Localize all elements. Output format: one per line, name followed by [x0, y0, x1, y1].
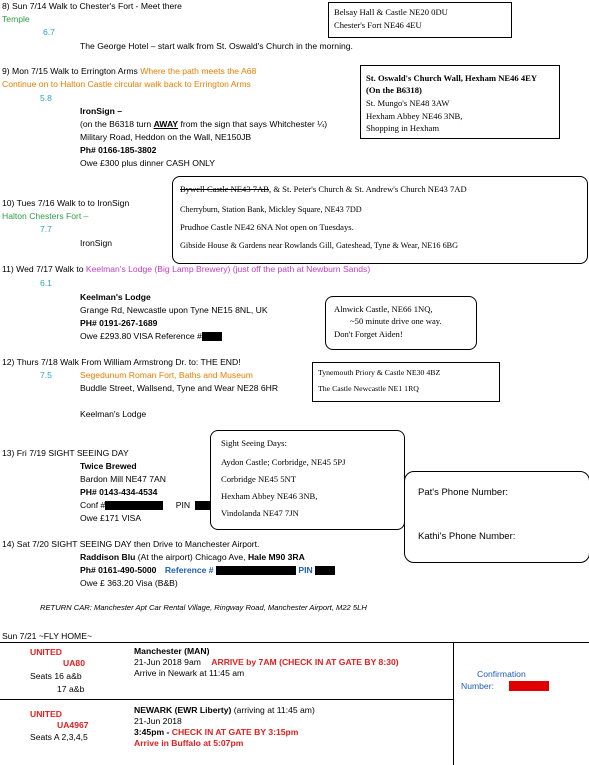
- sight-line: The Castle Newcastle NE1 1RQ: [318, 384, 419, 393]
- day-9-title: [2, 67, 256, 77]
- day-9-miles: 5.8: [40, 93, 52, 103]
- day-11-hotel: Keelman's Lodge: [80, 292, 151, 302]
- hotel-name: Raddison Blu: [80, 552, 136, 562]
- day-13-title: 13) Fri 7/19 SIGHT SEEING DAY: [2, 448, 129, 458]
- sight-line: Belsay Hall & Castle NE20 0DU: [334, 7, 448, 17]
- sight-line: Hexham Abbey NE46 3NB,: [366, 111, 463, 121]
- phone-text: Ph# 0161-490-5000: [80, 565, 157, 575]
- day-12-title: 12) Thurs 7/18 Walk From William Armstrong Dr. to: THE END!: [2, 357, 241, 367]
- sights-box-4: [325, 296, 477, 350]
- day-8-hotel: The George Hotel – start walk from St. Oswald's Church in the morning.: [80, 41, 353, 51]
- sights-box-6: [210, 430, 405, 530]
- sights-box-1: [328, 2, 512, 38]
- flight-number: UA4967: [57, 720, 89, 730]
- day-12-address: Buddle Street, Wallsend, Tyne and Wear NE28 6HR: [80, 383, 279, 393]
- day-11-miles: 6.1: [40, 278, 52, 288]
- flight-1-time: [134, 658, 399, 668]
- day-13-owe: Owe £171 VISA: [80, 513, 142, 523]
- day-9-title-text: 9) Mon 7/15 Walk to Errington Arms: [2, 66, 138, 76]
- day-9-hotel: IronSign –: [80, 106, 123, 116]
- redacted-conf: [105, 501, 163, 510]
- day-8-title: 8) Sun 7/14 Walk to Chester's Fort - Meet there: [2, 1, 182, 11]
- date-time: 21-Jun 2018 9am: [134, 657, 201, 667]
- sights-box-3: [172, 176, 588, 264]
- day-11-destination: Keelman's Lodge (Big Lamp Brewery) (just off the path at Newburn Sands): [85, 264, 371, 274]
- day-12-place: Segedunum Roman Fort, Baths and Museum: [80, 370, 253, 380]
- day-13-conf: [80, 501, 215, 511]
- flight-2-from: [134, 706, 315, 716]
- seats: 17 a&b: [57, 684, 85, 694]
- day-10-place: Halton Chesters Fort –: [2, 211, 89, 221]
- directions-away: AWAY: [153, 119, 179, 129]
- day-10-hotel: IronSign: [80, 238, 113, 248]
- pat-phone-label: Pat's Phone Number:: [418, 487, 508, 498]
- kathi-phone-label: Kathi's Phone Number:: [418, 531, 516, 542]
- day-11-address: Grange Rd, Newcastle upon Tyne NE15 8NL, UK: [80, 305, 268, 315]
- sight-line: Alnwick Castle, NE66 1NQ,: [334, 304, 433, 314]
- arrival: Arrive in Buffalo at 5:07pm: [134, 738, 244, 748]
- sight-line: Tynemouth Priory & Castle NE30 4BZ: [318, 368, 441, 377]
- day-11-title: [2, 265, 370, 275]
- sight-line: Don't Forget Aiden!: [334, 329, 403, 339]
- confirmation-number-label: Number:: [461, 681, 494, 691]
- table-top-border: [0, 642, 589, 643]
- day-11-phone: PH# 0191-267-1689: [80, 318, 158, 328]
- day-10-miles: 7.7: [40, 224, 52, 234]
- day-9-directions: [80, 120, 327, 130]
- phone-numbers-box: [404, 471, 589, 563]
- arrive-note: ARRIVE by 7AM (CHECK IN AT GATE BY 8:30): [211, 657, 399, 667]
- sight-line: Hexham Abbey NE46 3NB,: [221, 491, 318, 501]
- departure-airport: NEWARK (EWR Liberty): [134, 705, 232, 715]
- sight-line: Aydon Castle; Corbridge, NE45 5PJ: [221, 457, 346, 467]
- sights-box-5: [312, 362, 500, 402]
- redacted-reference: [216, 566, 296, 575]
- day-14-phone: [80, 566, 335, 576]
- pin-label: PIN: [175, 500, 191, 510]
- checkin-note: CHECK IN AT GATE BY 3:15pm: [169, 727, 299, 737]
- confirmation-label: Confirmation: [477, 669, 526, 679]
- flight-2-time: [134, 728, 298, 738]
- time: 3:45pm -: [134, 727, 170, 737]
- hotel-address: Hale M90 3RA: [245, 552, 305, 562]
- pin-label: PIN: [298, 565, 313, 575]
- seats: Seats 16 a&b: [30, 671, 82, 681]
- sight-line: Prudhoe Castle NE42 6NA Not open on Tuesdays.: [180, 222, 354, 232]
- day-11-owe: [80, 332, 222, 342]
- airline: UNITED: [30, 709, 62, 719]
- sight-title: Sight Seeing Days:: [221, 438, 287, 448]
- airline: UNITED: [30, 647, 62, 657]
- day-9-phone: Ph# 0166-185-3802: [80, 145, 157, 155]
- sight-line: Vindolanda NE47 7JN: [221, 508, 299, 518]
- day-9-owe: Owe £300 plus dinner CASH ONLY: [80, 158, 216, 168]
- churches: , & St. Peter's Church & St. Andrew's Church NE43 7AD: [269, 184, 467, 194]
- sight-line: St. Mungo's NE48 3AW: [366, 98, 450, 108]
- return-car: RETURN CAR: Manchester Apt Car Rental Village, Ringway Road, Manchester Airport, M22 5LH: [40, 603, 367, 612]
- sight-line: Corbridge NE45 5NT: [221, 474, 296, 484]
- day-8-place: Temple: [2, 14, 30, 24]
- redacted-pin: [315, 566, 335, 575]
- day-14-owe: Owe £ 363.20 Visa (B&B): [80, 578, 178, 588]
- day-14-title: 14) Sat 7/20 SIGHT SEEING DAY then Drive to Manchester Airport.: [2, 539, 260, 549]
- day-11-title-text: 11) Wed 7/17 Walk to: [2, 264, 86, 274]
- seats: Seats A 2,3,4,5: [30, 732, 88, 742]
- sight-line: Shopping in Hexham: [366, 123, 440, 133]
- table-divider: [453, 642, 454, 765]
- day-15-title: Sun 7/21 ~FLY HOME~: [2, 631, 92, 641]
- day-13-hotel: Twice Brewed: [80, 461, 137, 471]
- day-9-address: Military Road, Heddon on the Wall, NE150JB: [80, 132, 252, 142]
- day-12-miles: 7.5: [40, 370, 52, 380]
- redacted-confirmation: [509, 681, 549, 691]
- day-13-address: Bardon Mill NE47 7AN: [80, 474, 166, 484]
- sight-line: Chester's Fort NE46 4EU: [334, 20, 422, 30]
- sight-line: ~50 minute drive one way.: [350, 316, 442, 326]
- day-13-phone: PH# 0143-434-4534: [80, 487, 158, 497]
- sight-line: St. Oswald's Church Wall, Hexham NE46 4EY: [366, 73, 538, 83]
- directions-text: from the sign that says Whitchester ¼): [178, 119, 328, 129]
- sight-line: Cherryburn, Station Bank, Mickley Square, NE43 7DD: [180, 205, 362, 214]
- date: 21-Jun 2018: [134, 716, 182, 726]
- flight-number: UA80: [63, 658, 85, 668]
- day-9-title-note: Where the path meets the A68: [140, 66, 257, 76]
- sight-line: (On the B6318): [366, 85, 422, 95]
- day-8-miles: 6.7: [43, 27, 55, 37]
- sights-box-2: [360, 65, 560, 139]
- redacted-confirmation-fill: [509, 681, 549, 691]
- sight-line-bywell: [180, 185, 467, 195]
- conf-label: Conf #: [80, 500, 106, 510]
- departure-airport: Manchester (MAN): [134, 646, 210, 656]
- day-14-hotel: [80, 553, 305, 563]
- reference-label: Reference #: [164, 565, 214, 575]
- sight-line: Gibside House & Gardens near Rowlands Gill, Gateshead, Tyne & Wear, NE16 6BG: [180, 241, 459, 250]
- day-10-title: 10) Tues 7/16 Walk to to IronSign: [2, 198, 130, 208]
- owe-text: Owe £293.80 VISA Reference #: [80, 331, 202, 341]
- arrival-note: (arriving at 11:45 am): [231, 705, 315, 715]
- bywell-castle-struck: Bywell Castle NE43 7AB: [180, 184, 270, 194]
- day-9-sub: Continue on to Halton Castle circular walk back to Errington Arms: [2, 79, 251, 89]
- table-middle-border: [0, 699, 453, 700]
- directions-text: (on the B6318 turn: [80, 119, 154, 129]
- redacted-reference: [202, 332, 222, 341]
- day-12-hotel: Keelman's Lodge: [80, 409, 147, 419]
- arrival: Arrive in Newark at 11:45 am: [134, 668, 245, 678]
- hotel-note: (At the airport) Chicago Ave,: [135, 552, 246, 562]
